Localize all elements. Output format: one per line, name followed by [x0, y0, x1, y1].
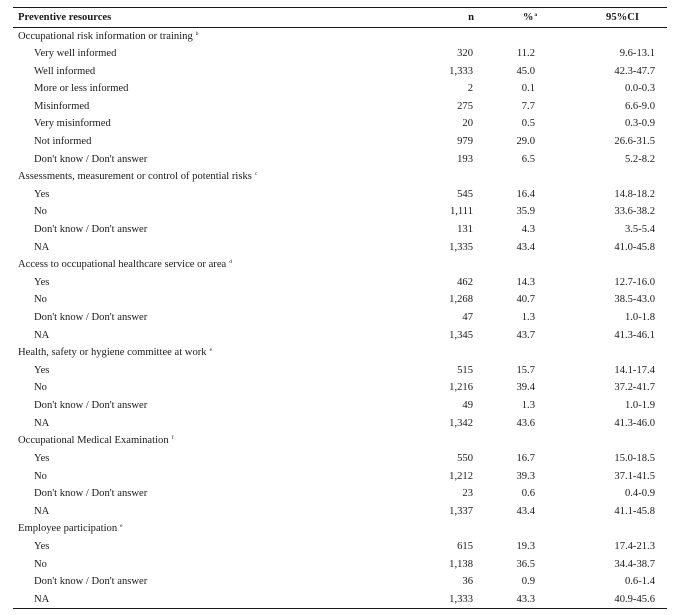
section-footnote-marker: e: [209, 347, 213, 354]
section-row: [13, 433, 667, 451]
row-label: Well informed: [34, 65, 96, 77]
row-n: 1,212: [449, 470, 473, 482]
row-n: 1,342: [449, 417, 473, 429]
row-95ci: 41.0-45.8: [614, 241, 655, 253]
section-row: [13, 28, 667, 46]
table-row: [13, 133, 667, 151]
empty-cell: [555, 28, 667, 46]
row-percent: 35.9: [516, 206, 535, 218]
table-row: [13, 45, 667, 63]
row-label: Yes: [34, 364, 50, 376]
empty-cell: [393, 28, 475, 46]
row-n: 1,333: [449, 65, 473, 77]
table-row: [13, 151, 667, 169]
section-title-text: Assessments, measurement or control of potential risks: [18, 171, 252, 183]
row-label: No: [34, 294, 47, 306]
empty-cell: [393, 168, 475, 186]
row-95ci: 0.0-0.3: [624, 83, 655, 95]
table-row: [13, 327, 667, 345]
table-row: [13, 397, 667, 415]
table-row: [13, 63, 667, 81]
row-percent: 16.7: [516, 452, 535, 464]
row-95ci: 41.3-46.0: [614, 417, 655, 429]
row-percent: 40.7: [516, 294, 535, 306]
empty-cell: [393, 433, 475, 451]
row-n: 1,335: [449, 241, 473, 253]
section-title: [13, 256, 393, 274]
section-row: [13, 256, 667, 274]
row-95ci: 0.4-0.9: [624, 488, 655, 500]
row-label: Don't know / Don't answer: [34, 488, 148, 500]
row-label: Don't know / Don't answer: [34, 153, 148, 165]
row-percent: 43.4: [516, 241, 535, 253]
empty-cell: [475, 433, 555, 451]
row-95ci: 37.1-41.5: [614, 470, 655, 482]
row-95ci: 12.7-16.0: [614, 276, 655, 288]
empty-cell: [555, 433, 667, 451]
row-percent: 14.3: [516, 276, 535, 288]
row-n: 550: [457, 452, 473, 464]
row-label: NA: [34, 241, 50, 253]
empty-cell: [555, 521, 667, 539]
empty-cell: [393, 344, 475, 362]
empty-cell: [555, 168, 667, 186]
row-percent: 0.5: [521, 118, 535, 130]
table-row: [13, 274, 667, 292]
section-title: [13, 433, 393, 451]
section-footnote-marker: d: [229, 259, 232, 266]
row-n: 1,345: [449, 329, 473, 341]
row-n: 49: [462, 400, 473, 412]
row-percent: 43.6: [516, 417, 535, 429]
empty-cell: [475, 256, 555, 274]
header-preventive-resources: Preventive resources: [18, 11, 112, 23]
empty-cell: [475, 168, 555, 186]
section-row: [13, 168, 667, 186]
row-n: 1,333: [449, 593, 473, 605]
row-95ci: 5.2-8.2: [624, 153, 655, 165]
empty-cell: [475, 344, 555, 362]
row-label: NA: [34, 593, 50, 605]
row-percent: 16.4: [516, 188, 535, 200]
row-label: Yes: [34, 276, 50, 288]
row-percent: 19.3: [516, 540, 535, 552]
section-title-text: Occupational Medical Examination: [18, 435, 169, 447]
row-n: 193: [457, 153, 473, 165]
row-n: 979: [457, 135, 473, 147]
section-footnote-marker: e: [120, 523, 123, 530]
row-95ci: 0.6-1.4: [624, 576, 655, 588]
table-row: [13, 468, 667, 486]
row-label: No: [34, 470, 47, 482]
table-body: [13, 28, 667, 609]
row-n: 1,216: [449, 382, 473, 394]
row-95ci: 26.6-31.5: [614, 135, 655, 147]
row-95ci: 41.3-46.1: [614, 329, 655, 341]
header-percent-footnote: a: [534, 11, 538, 18]
row-percent: 0.9: [521, 576, 535, 588]
section-title: [13, 521, 393, 539]
row-n: 615: [457, 540, 473, 552]
row-95ci: 0.3-0.9: [624, 118, 655, 130]
row-95ci: 1.0-1.8: [624, 312, 655, 324]
row-percent: 43.7: [516, 329, 535, 341]
header-percent: [475, 8, 555, 28]
row-percent: 1.3: [521, 400, 535, 412]
row-percent: 0.1: [521, 83, 535, 95]
table-row: [13, 204, 667, 222]
row-95ci: 17.4-21.3: [614, 540, 655, 552]
row-percent: 0.6: [521, 488, 535, 500]
row-percent: 36.5: [516, 558, 535, 570]
row-95ci: 6.6-9.0: [624, 100, 655, 112]
section-title-text: Access to occupational healthcare service or area: [18, 259, 227, 271]
row-95ci: 3.5-5.4: [624, 224, 655, 235]
empty-cell: [475, 521, 555, 539]
row-label: Don't know / Don't answer: [34, 576, 148, 588]
row-label: Not informed: [34, 135, 92, 147]
empty-cell: [475, 28, 555, 46]
row-95ci: 9.6-13.1: [619, 47, 655, 59]
header-percent-text: %: [522, 11, 534, 23]
row-n: 23: [462, 488, 473, 500]
row-n: 320: [457, 47, 473, 59]
row-95ci: 14.8-18.2: [614, 188, 655, 200]
table-row: [13, 503, 667, 521]
row-label: NA: [34, 417, 50, 429]
table-row: [13, 186, 667, 204]
section-footnote-marker: f: [171, 435, 174, 442]
row-label: No: [34, 206, 47, 218]
row-n: 20: [462, 118, 473, 130]
table-row: [13, 485, 667, 503]
row-label: Don't know / Don't answer: [34, 224, 148, 235]
row-95ci: 33.6-38.2: [614, 206, 655, 218]
table-row: [13, 80, 667, 98]
table-row: [13, 380, 667, 398]
row-percent: 6.5: [521, 153, 535, 165]
table-header-row: [13, 8, 667, 28]
row-95ci: 1.0-1.9: [624, 400, 655, 412]
row-percent: 43.3: [516, 593, 535, 605]
row-95ci: 38.5-43.0: [614, 294, 655, 306]
row-label: Misinformed: [34, 100, 90, 112]
row-n: 462: [457, 276, 473, 288]
empty-cell: [393, 256, 475, 274]
section-title-text: Employee participation: [18, 523, 118, 535]
row-95ci: 37.2-41.7: [614, 382, 655, 394]
row-percent: 15.7: [516, 364, 535, 376]
preventive-resources-table: [13, 7, 667, 609]
row-n: 131: [457, 224, 473, 235]
row-percent: 4.3: [521, 224, 535, 235]
table-row: [13, 98, 667, 116]
table-row: [13, 309, 667, 327]
row-percent: 29.0: [516, 135, 535, 147]
table-row: [13, 221, 667, 239]
row-percent: 45.0: [516, 65, 535, 77]
row-label: Yes: [34, 188, 50, 200]
row-label: Don't know / Don't answer: [34, 400, 148, 412]
table-row: [13, 591, 667, 609]
row-95ci: 15.0-18.5: [614, 452, 655, 464]
row-n: 1,268: [449, 294, 473, 306]
header-n: n: [468, 11, 474, 23]
section-title: [13, 344, 393, 362]
row-percent: 43.4: [516, 505, 535, 517]
section-title: [13, 168, 393, 186]
section-footnote-marker: b: [195, 30, 199, 37]
table-row: [13, 362, 667, 380]
row-n: 275: [457, 100, 473, 112]
table-row: [13, 538, 667, 556]
row-95ci: 34.4-38.7: [614, 558, 655, 570]
row-percent: 11.2: [516, 47, 535, 59]
section-row: [13, 344, 667, 362]
row-label: More or less informed: [34, 83, 129, 95]
table-row: [13, 239, 667, 257]
row-n: 2: [467, 83, 473, 95]
row-label: Don't know / Don't answer: [34, 312, 148, 324]
row-percent: 39.3: [516, 470, 535, 482]
row-95ci: 42.3-47.7: [614, 65, 655, 77]
row-n: 47: [462, 312, 473, 324]
row-n: 1,138: [449, 558, 473, 570]
row-label: No: [34, 382, 47, 394]
empty-cell: [393, 521, 475, 539]
table-row: [13, 556, 667, 574]
table-row: [13, 573, 667, 591]
row-95ci: 41.1-45.8: [614, 505, 655, 517]
section-title: [13, 28, 393, 46]
row-95ci: 14.1-17.4: [614, 364, 655, 376]
section-row: [13, 521, 667, 539]
table-row: [13, 450, 667, 468]
section-title-text: Health, safety or hygiene committee at work: [18, 347, 207, 359]
row-label: Yes: [34, 540, 50, 552]
empty-cell: [555, 344, 667, 362]
row-percent: 7.7: [521, 100, 535, 112]
row-label: NA: [34, 505, 50, 517]
row-percent: 1.3: [521, 312, 535, 324]
section-footnote-marker: c: [254, 171, 258, 178]
row-label: NA: [34, 329, 50, 341]
row-n: 515: [457, 364, 473, 376]
row-n: 1,337: [449, 505, 473, 517]
row-label: No: [34, 558, 47, 570]
row-n: 36: [462, 576, 473, 588]
row-n: 1,111: [449, 206, 473, 218]
row-n: 545: [457, 188, 473, 200]
header-95ci: 95%CI: [606, 11, 639, 23]
table-row: [13, 292, 667, 310]
empty-cell: [555, 256, 667, 274]
table-row: [13, 415, 667, 433]
row-percent: 39.4: [516, 382, 535, 394]
row-label: Yes: [34, 452, 50, 464]
row-label: Very misinformed: [34, 118, 111, 130]
table-row: [13, 116, 667, 134]
row-95ci: 40.9-45.6: [614, 593, 655, 605]
section-title-text: Occupational risk information or training: [18, 30, 193, 42]
row-label: Very well informed: [34, 47, 117, 59]
